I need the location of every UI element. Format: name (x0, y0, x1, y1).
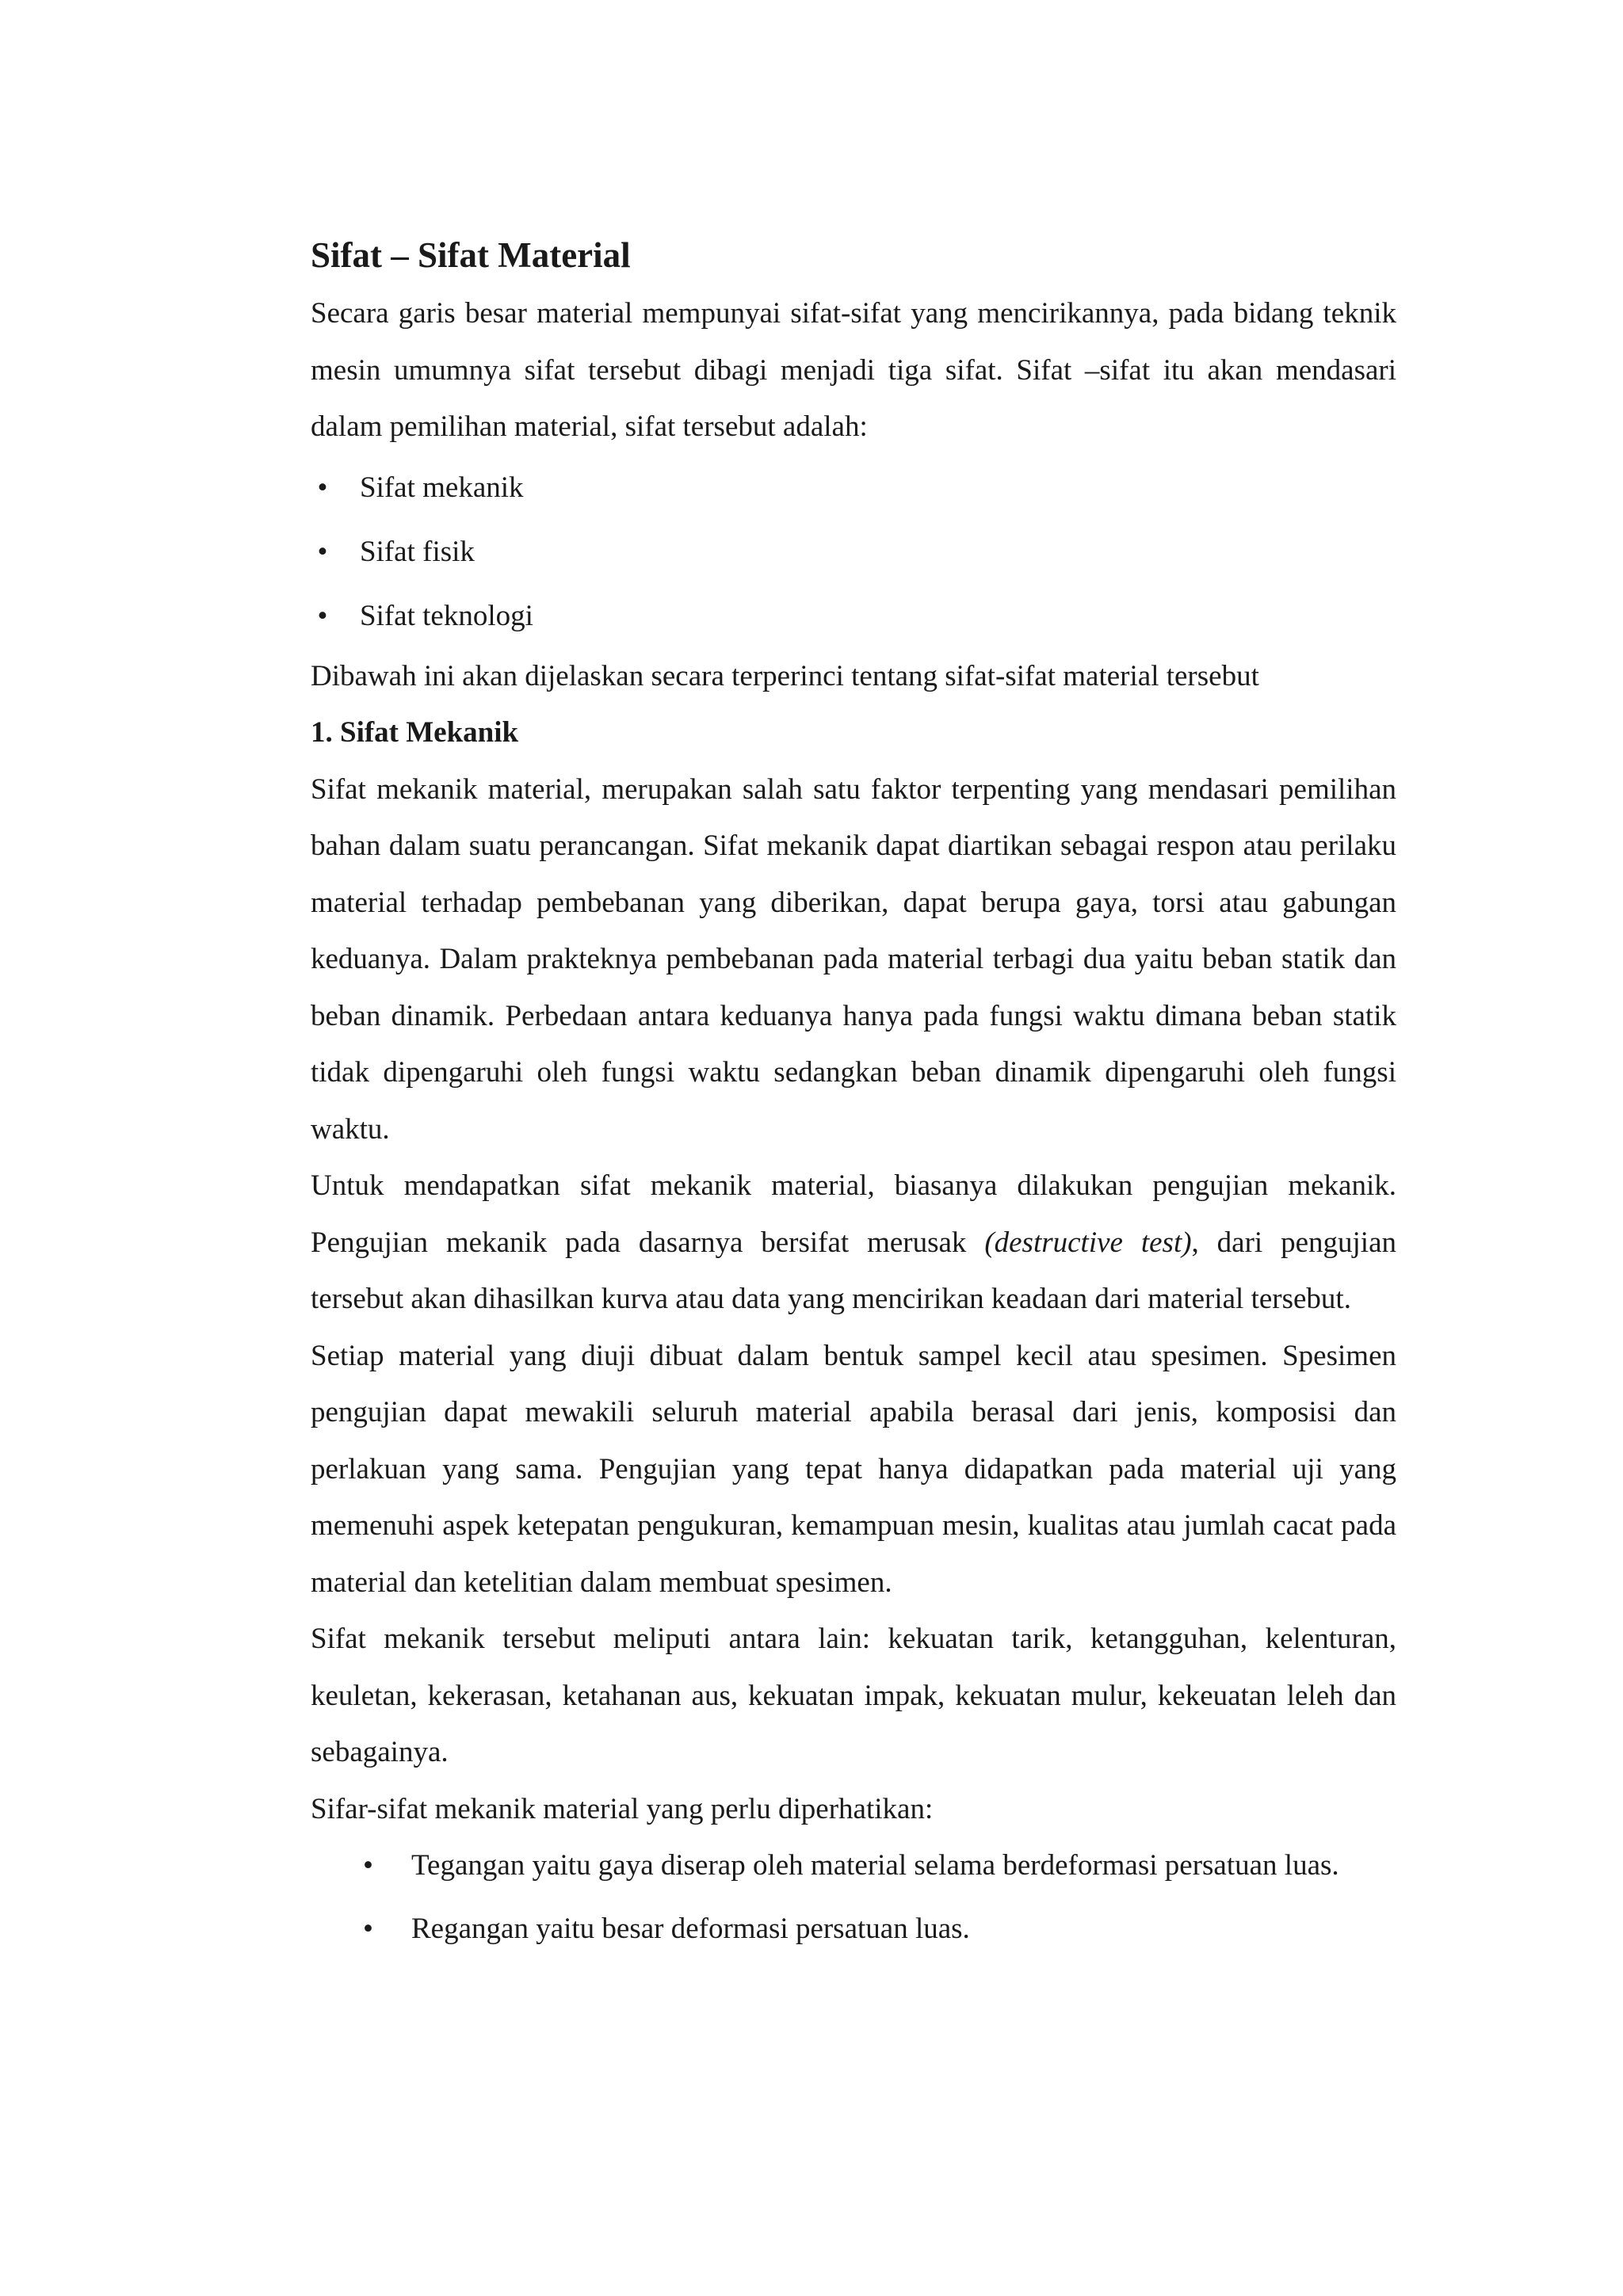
list-item-label: Sifat fisik (360, 535, 475, 568)
explain-paragraph: Dibawah ini akan dijelaskan secara terperinci tentang sifat-sifat material tersebut (311, 659, 1259, 692)
bullet-icon: • (317, 471, 328, 504)
mechanical-paragraph-5: Sifar-sifat mekanik material yang perlu diperhatikan: (311, 1792, 934, 1825)
document-page (311, 230, 1396, 1963)
paragraph-text: , dari pengujian tersebut akan dihasilkan kurva atau data yang mencirikan keadaan dari material tersebut. (311, 1226, 1396, 1315)
list-item (311, 520, 1396, 584)
section-heading: 1. Sifat Mekanik (311, 716, 519, 749)
list-item (311, 1901, 1396, 1958)
mechanical-property-list (311, 1837, 1396, 1957)
paragraph-text: Untuk mendapatkan sifat mekanik material, biasanya dilakukan pengujian mekanik. Pengujian mekanik pada dasarnya bersifat merusak (311, 1169, 1396, 1259)
italic-term: (destructive test) (984, 1226, 1192, 1259)
list-item-label: Sifat mekanik (360, 471, 524, 504)
mechanical-paragraph-1: Sifat mekanik material, merupakan salah satu faktor terpenting yang mendasari pemilihan bahan dalam suatu perancangan. Sifat mekanik dapat diartikan sebagai respon atau perilaku material terhadap pembebanan yang diberikan, dapat berupa gaya, torsi atau gabungan keduanya. Dalam prakteknya pembebanan pada material terbagi dua yaitu beban statik dan beban dinamik. Perbedaan antara keduanya hanya pada fungsi waktu dimana beban statik tidak dipengaruhi oleh fungsi waktu sedangkan beban dinamik dipengaruhi oleh fungsi waktu. (311, 772, 1396, 1146)
document-title: Sifat – Sifat Material (311, 235, 631, 275)
list-item (311, 1837, 1396, 1894)
mechanical-paragraph-3: Setiap material yang diuji dibuat dalam bentuk sampel kecil atau spesimen. Spesimen pengujian dapat mewakili seluruh material apabila berasal dari jenis, komposisi dan perlakuan yang sama. Pengujian yang tepat hanya didapatkan pada material uji yang memenuhi aspek ketepatan pengukuran, kemampuan mesin, kualitas atau jumlah cacat pada material dan ketelitian dalam membuat spesimen. (311, 1339, 1396, 1599)
intro-paragraph: Secara garis besar material mempunyai sifat-sifat yang mencirikannya, pada bidang teknik mesin umumnya sifat tersebut dibagi menjadi tiga sifat. Sifat –sifat itu akan mendasari dalam pemilihan material, sifat tersebut adalah: (311, 297, 1396, 443)
list-item-label: Regangan yaitu besar deformasi persatuan luas. (411, 1912, 970, 1945)
mechanical-paragraph-2 (311, 1158, 1396, 1328)
bullet-icon: • (363, 1912, 373, 1945)
list-item (311, 584, 1396, 648)
mechanical-paragraph-4: Sifat mekanik tersebut meliputi antara lain: kekuatan tarik, ketangguhan, kelenturan, keuletan, kekerasan, ketahanan aus, kekuatan impak, kekuatan mulur, kekeuatan leleh dan sebagainya. (311, 1623, 1396, 1768)
property-list (311, 456, 1396, 648)
bullet-icon: • (363, 1849, 373, 1882)
list-item-label: Sifat teknologi (360, 599, 533, 632)
bullet-icon: • (317, 535, 328, 568)
bullet-icon: • (317, 599, 328, 632)
list-item-label: Tegangan yaitu gaya diserap oleh material selama berdeformasi persatuan luas. (411, 1849, 1339, 1882)
list-item (311, 456, 1396, 520)
